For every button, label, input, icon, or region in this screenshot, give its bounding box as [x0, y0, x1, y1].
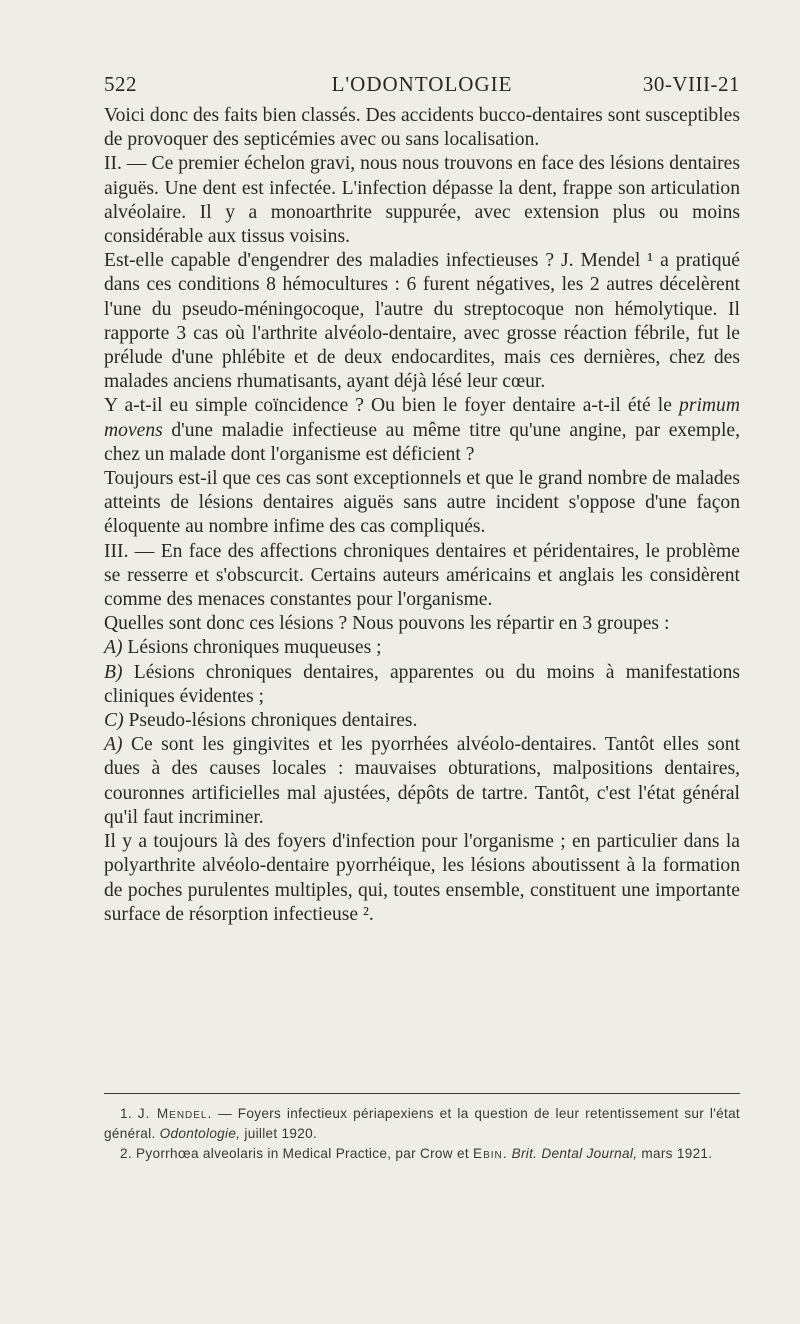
- footnote-journal: Brit. Dental Journal,: [507, 1146, 638, 1161]
- text-run: Y a-t-il eu simple coïncidence ? Ou bien le foyer dentaire a-t-il été le: [104, 395, 680, 417]
- list-text: Lésions chroniques muqueuses ;: [122, 637, 382, 659]
- text-run: Ce sont les gingivites et les pyorrhées alvéolo-dentaires. Tantôt elles sont dues à des causes locales : mauvaises obturations, malpositions dentaires, couronnes artificielles mal ajustées, dépôts de tartre. Tantôt, c'est l'état général qu'il faut incriminer.: [104, 734, 740, 828]
- list-label: A): [104, 637, 123, 659]
- list-label: B): [104, 661, 123, 683]
- latin-phrase: primum movens: [104, 395, 740, 441]
- footnote-text: juillet 1920.: [240, 1126, 318, 1141]
- paragraph: Est-elle capable d'engendrer des maladies infectieuses ? J. Mendel ¹ a pratiqué dans ces conditions 8 hémocultures : 6 furent négatives, les 2 autres décelèrent l'une du pseudo-méningocoque, l'autre du streptocoque non hémolytique. Il rapporte 3 cas où l'arthrite alvéolo-dentaire, avec grosse réaction fébrile, fut le prélude d'une phlébite et de deux endocardites, mais ces dernières, chez des malades anciens rhumatisants, ayant déjà lésé leur cœur.: [104, 250, 740, 393]
- paragraph: Toujours est-il que ces cas sont exceptionnels et que le grand nombre de malades atteints de lésions dentaires aiguës sans autre incident s'oppose d'une façon éloquente au nombre infime des cas compliqués.: [104, 468, 740, 538]
- list-item: [104, 636, 740, 660]
- footnote-divider: [104, 1093, 740, 1094]
- footnote-author: J. Mendel.: [137, 1106, 213, 1121]
- footnote-text: mars 1921.: [637, 1146, 713, 1161]
- journal-title: L'ODONTOLOGIE: [331, 72, 513, 96]
- footnote-text: Pyorrhœa alveolaris in Medical Practice, par Crow et: [131, 1146, 473, 1161]
- list-item: [104, 709, 740, 733]
- footnote-number: 1.: [120, 1106, 132, 1121]
- list-text: Pseudo-lésions chroniques dentaires.: [123, 710, 418, 732]
- footnote-1: [104, 1104, 740, 1144]
- paragraph: Voici donc des faits bien classés. Des accidents bucco-dentaires sont susceptibles de provoquer des septicémies avec ou sans localisation.: [104, 105, 740, 151]
- paragraph: Quelles sont donc ces lésions ? Nous pouvons les répartir en 3 groupes :: [104, 613, 670, 635]
- paragraph: III. — En face des affections chroniques dentaires et péridentaires, le problème se resserre et s'obscurcit. Certains auteurs américains et anglais les considèrent comme des menaces constantes pour l'organisme.: [104, 540, 740, 611]
- footnotes: [104, 1104, 740, 1164]
- paragraph: [104, 733, 740, 830]
- page-number: 522: [104, 72, 137, 96]
- list-label: C): [104, 710, 124, 732]
- footnote-journal: Odontologie,: [159, 1126, 241, 1141]
- footnote-2: [104, 1144, 740, 1164]
- issue-date: 30-VIII-21: [642, 72, 740, 96]
- paragraph: Il y a toujours là des foyers d'infection pour l'organisme ; en particulier dans la polyarthrite alvéolo-dentaire pyorrhéique, les lésions aboutissent à la formation de poches purulentes multiples, qui, toutes ensemble, constituent une importante surface de résorption infectieuse ².: [104, 831, 740, 925]
- paragraph: II. — Ce premier échelon gravi, nous nous trouvons en face des lésions dentaires aiguës. Une dent est infectée. L'infection dépasse la dent, frappe son articulation alvéolaire. Il y a monoarthrite suppurée, avec extension plus ou moins considérable aux tissus voisins.: [104, 153, 740, 248]
- text-run: d'une maladie infectieuse au même titre qu'une angine, par exemple, chez un malade dont l'organisme est déficient ?: [104, 419, 740, 465]
- paragraph: [104, 394, 740, 467]
- footnote-number: 2.: [120, 1146, 132, 1161]
- footnote-author: Ebin.: [473, 1146, 508, 1161]
- list-text: Lésions chroniques dentaires, apparentes ou du moins à manifestations cliniques évidentes ;: [104, 661, 740, 707]
- body-text: [104, 104, 740, 927]
- footnote-text: — Foyers infectieux périapexiens et la question de leur retentissement sur l'état général.: [104, 1106, 741, 1141]
- list-item: [104, 661, 740, 709]
- section-label: A): [104, 734, 123, 756]
- running-header: [104, 72, 740, 102]
